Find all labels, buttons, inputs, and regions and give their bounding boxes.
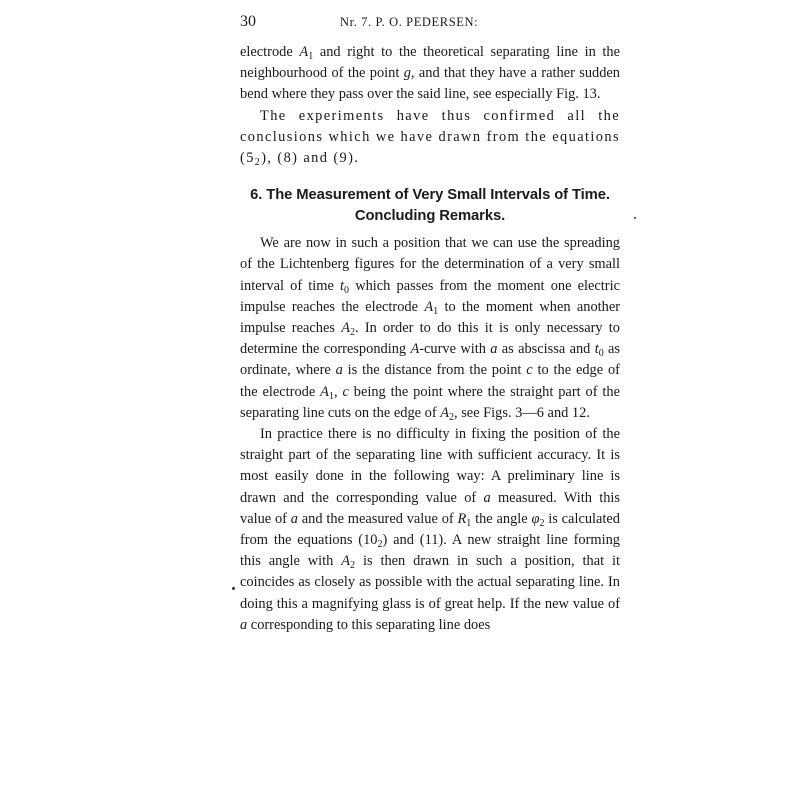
page-header <box>240 13 620 35</box>
margin-speck <box>232 587 235 590</box>
running-head: Nr. 7. P. O. PEDERSEN: <box>340 15 479 29</box>
body-text <box>240 42 620 636</box>
margin-speck-right <box>634 217 636 219</box>
paragraph-experiments: The experiments have thus confirmed all the conclusions which we have drawn from the equations $(5_2)$, (8) and (9). <box>240 107 620 169</box>
section-heading <box>240 185 620 227</box>
paragraph-continuation: electrode $A_1$ and right to the theoretical separating line in the neighbourhood of the point g, and that they have a rather sudden bend where they pass over the said line, see especially Fig. 13. <box>240 44 621 103</box>
section-heading-line1: 6. The Measurement of Very Small Intervals of Time. <box>250 187 610 204</box>
paragraph-measurement: We are now in such a position that we can use the spreading of the Lichtenberg figures for the determination of a very small interval of time $t_0$ which passes from the moment one electric impulse reaches the electrode $A_1$ to the moment when another impulse reaches $A_2$. In order to do this it is only necessary to determine the corresponding A-curve with a as abscissa and $t_0$ as ordinate, where a is the distance from the point c to the edge of the electrode $A_1$, c being the point where the straight part of the separating line cuts on the edge of $A_2$, see Figs. 3—6 and 12. <box>240 235 621 423</box>
page-number: 30 <box>240 13 256 30</box>
section-heading-line2: Concluding Remarks. <box>354 208 506 225</box>
paragraph-practice: In practice there is no difficulty in fixing the position of the straight part of the separating line with sufficient accuracy. It is most easily done in the following way: A preliminary line is drawn and the corresponding value of a measured. With this value of a and the measured value of $R_1$ the angle $\varphi_2$ is calculated from the equations $(10_2)$ and (11). A new straight line forming this angle with $A_2$ is then drawn in such a position, that it coincides as closely as possible with the actual separating line. In doing this a magnifying glass is of great help. If the new value of a corresponding to this separating line does <box>240 426 620 633</box>
